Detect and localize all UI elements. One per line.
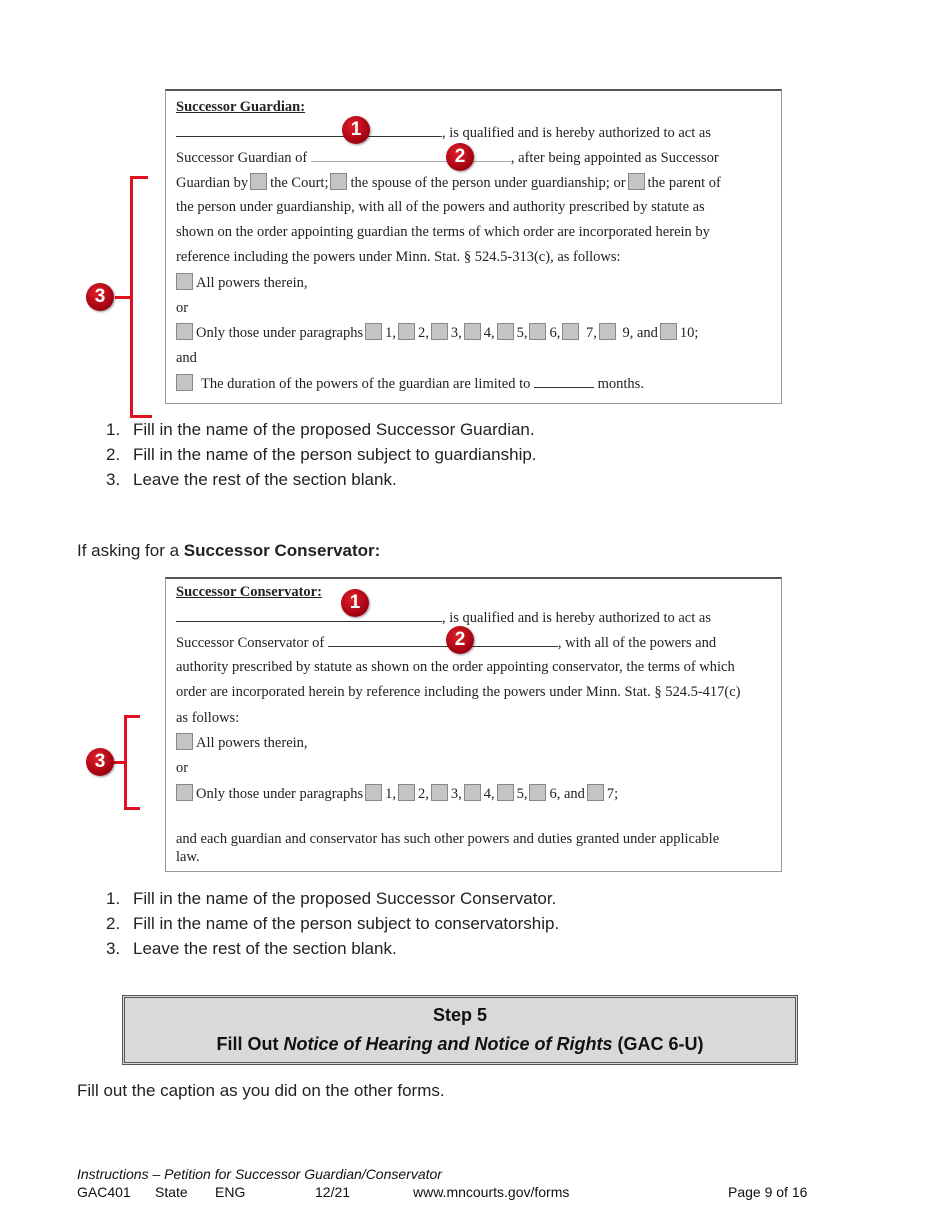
- form-text: Only those under paragraphs: [196, 786, 364, 802]
- checkbox: [250, 173, 267, 190]
- checkbox: [464, 784, 481, 801]
- form-code: GAC401: [77, 1184, 131, 1200]
- form-text: Only those under paragraphs: [196, 325, 364, 341]
- checkbox: [497, 323, 514, 340]
- checkbox: [365, 784, 382, 801]
- checkbox: [464, 323, 481, 340]
- checkbox: [398, 323, 415, 340]
- name-blank: [176, 123, 442, 137]
- checkbox: [529, 323, 546, 340]
- list-text: Fill in the name of the person subject to guardianship.: [133, 445, 537, 464]
- guardian-instructions-list: [106, 417, 537, 492]
- step-heading: [125, 1030, 795, 1059]
- checkbox: [529, 784, 546, 801]
- footer-title: Instructions – Petition for Successor Guardian/Conservator: [77, 1166, 442, 1182]
- checkbox: [562, 323, 579, 340]
- bracket-icon: [130, 176, 148, 179]
- paragraph-number: 4,: [483, 325, 495, 341]
- checkbox: [628, 173, 645, 190]
- bracket-icon: [124, 715, 140, 718]
- checkbox: [176, 374, 193, 391]
- form-text: , with all of the powers and: [557, 635, 717, 651]
- callout-badge-1: 1: [342, 116, 370, 144]
- paragraph-number: 3,: [450, 325, 462, 341]
- form-title: Successor Guardian:: [176, 99, 306, 115]
- footer-date: 12/21: [315, 1184, 351, 1200]
- checkbox: [365, 323, 382, 340]
- form-text: the person under guardianship, with all of the powers and authority prescribed by statute as: [176, 199, 705, 215]
- callout-badge-2: 2: [446, 626, 474, 654]
- successor-guardian-form-image: [165, 89, 782, 404]
- form-text: or: [176, 300, 189, 316]
- list-item: 3. Leave the rest of the section blank.: [106, 939, 397, 958]
- checkbox: [330, 173, 347, 190]
- bracket-icon: [124, 807, 140, 810]
- caption-instruction: Fill out the caption as you did on the other forms.: [77, 1081, 445, 1100]
- paragraph-number: 6,: [549, 325, 561, 341]
- checkbox: [176, 784, 193, 801]
- paragraph-number: 1,: [385, 786, 396, 802]
- footer-state: State: [155, 1184, 188, 1200]
- checkbox: [398, 784, 415, 801]
- callout-badge-1: 1: [341, 589, 369, 617]
- list-text: Fill in the name of the person subject to conservatorship.: [133, 914, 560, 933]
- list-item: 1. Fill in the name of the proposed Successor Conservator.: [106, 889, 557, 908]
- form-text: and each guardian and conservator has such other powers and duties granted under applicable: [176, 831, 720, 847]
- paragraph-number: 10;: [679, 325, 699, 341]
- form-text: months.: [597, 376, 644, 392]
- conservator-intro: [77, 541, 380, 561]
- paragraph-number: 9, and: [622, 325, 658, 341]
- list-item: 2. Fill in the name of the person subject to guardianship.: [106, 445, 537, 464]
- intro-text: If asking for a: [77, 541, 184, 560]
- paragraph-number: 2,: [417, 325, 429, 341]
- ward-blank: [328, 633, 558, 647]
- paragraph-number: 3,: [450, 786, 462, 802]
- checkbox: [497, 784, 514, 801]
- paragraph-number: 7,: [585, 325, 597, 341]
- bracket-icon: [115, 296, 131, 299]
- paragraph-number: 6, and: [549, 786, 585, 802]
- form-text: Successor Guardian of: [176, 150, 308, 166]
- step-heading-form-name: Notice of Hearing and Notice of Rights: [283, 1034, 613, 1054]
- form-text: Successor Conservator of: [176, 635, 325, 651]
- form-text: , is qualified and is hereby authorized to act as: [442, 125, 711, 141]
- checkbox: [431, 784, 448, 801]
- form-text: the parent of: [647, 175, 721, 191]
- months-blank: [534, 374, 594, 388]
- step-heading-text: Fill Out: [216, 1034, 284, 1054]
- form-text: Guardian by: [176, 175, 249, 191]
- checkbox: [587, 784, 604, 801]
- checkbox: [599, 323, 616, 340]
- form-text: or: [176, 760, 189, 776]
- callout-badge-3: 3: [86, 748, 114, 776]
- intro-bold: Successor Conservator:: [183, 541, 381, 560]
- form-text: shown on the order appointing guardian the terms of which order are incorporated herein by: [176, 224, 710, 240]
- paragraph-number: 4,: [483, 786, 495, 802]
- paragraph-number: 5,: [516, 325, 528, 341]
- list-item: 3. Leave the rest of the section blank.: [106, 470, 397, 489]
- form-text: as follows:: [176, 710, 240, 726]
- form-text: authority prescribed by statute as shown on the order appointing conservator, the terms of which: [176, 659, 735, 675]
- list-text: Leave the rest of the section blank.: [133, 470, 397, 489]
- conservator-instructions-list: [106, 886, 559, 961]
- paragraph-number: 7;: [606, 786, 619, 802]
- successor-conservator-form-image: [165, 577, 782, 872]
- checkbox: [176, 273, 193, 290]
- form-text: the spouse of the person under guardianship; or: [350, 175, 626, 191]
- checkbox: [176, 733, 193, 750]
- form-text: order are incorporated herein by reference including the powers under Minn. Stat. § 524.5-417(c): [176, 684, 741, 700]
- callout-badge-2: 2: [446, 143, 474, 171]
- form-text: , after being appointed as Successor: [510, 150, 719, 166]
- list-item: 1. Fill in the name of the proposed Successor Guardian.: [106, 420, 535, 439]
- step-5-banner: [122, 995, 798, 1065]
- callout-badge-3: 3: [86, 283, 114, 311]
- footer-url[interactable]: www.mncourts.gov/forms: [413, 1184, 570, 1200]
- form-text: , is qualified and is hereby authorized to act as: [442, 610, 711, 626]
- footer-info: [77, 1184, 808, 1200]
- ward-blank: [311, 148, 511, 162]
- paragraph-number: 1,: [385, 325, 396, 341]
- form-text: and: [176, 350, 197, 366]
- form-text: the Court;: [270, 175, 329, 191]
- paragraph-number: 5,: [516, 786, 528, 802]
- checkbox: [176, 323, 193, 340]
- form-text: All powers therein,: [196, 275, 308, 291]
- footer-language: ENG: [215, 1184, 246, 1200]
- step-heading-code: (GAC 6-U): [612, 1034, 704, 1054]
- form-text: The duration of the powers of the guardian are limited to: [201, 376, 531, 392]
- form-text: reference including the powers under Minn. Stat. § 524.5-313(c), as follows:: [176, 249, 621, 265]
- page-number: Page 9 of 16: [728, 1184, 808, 1200]
- list-text: Fill in the name of the proposed Successor Conservator.: [133, 889, 557, 908]
- name-blank: [176, 608, 442, 622]
- list-text: Leave the rest of the section blank.: [133, 939, 397, 958]
- form-text: All powers therein,: [196, 735, 308, 751]
- paragraph-number: 2,: [417, 786, 429, 802]
- step-label: Step 5: [432, 1005, 488, 1025]
- form-text: law.: [176, 849, 200, 865]
- form-title: Successor Conservator:: [176, 584, 322, 600]
- list-item: 2. Fill in the name of the person subject to conservatorship.: [106, 914, 560, 933]
- checkbox: [660, 323, 677, 340]
- checkbox: [431, 323, 448, 340]
- list-text: Fill in the name of the proposed Successor Guardian.: [133, 420, 535, 439]
